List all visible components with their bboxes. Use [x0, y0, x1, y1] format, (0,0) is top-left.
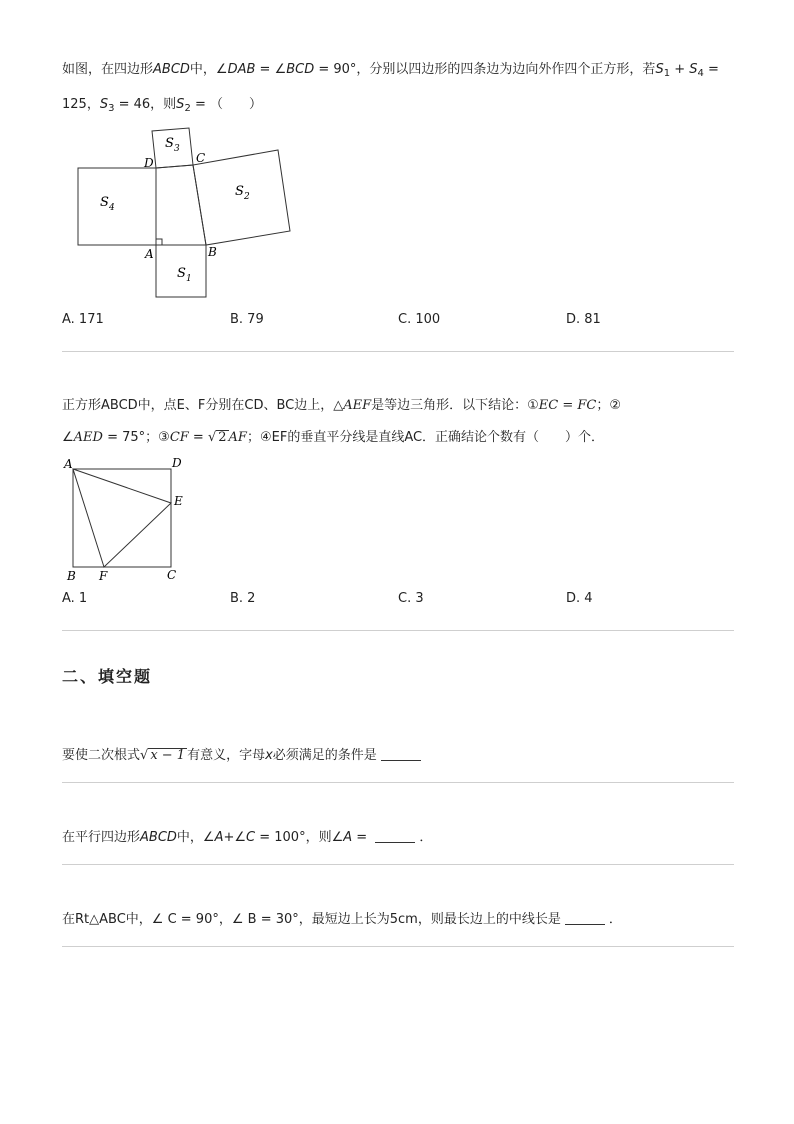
q5-line	[62, 908, 622, 927]
q3-x: x	[265, 748, 273, 763]
q3-text: 必须满足的条件是	[272, 748, 377, 763]
q1-sub: 3	[108, 103, 115, 114]
q4-text: = 100°，则∠	[255, 830, 344, 845]
label-b: B	[208, 245, 217, 259]
q1-option-d[interactable]: D. 81	[566, 312, 601, 327]
sqrt-sign: √	[140, 748, 149, 763]
label-c: C	[196, 151, 206, 165]
answer-blank[interactable]	[381, 748, 421, 761]
label-s3: S	[165, 136, 174, 151]
divider	[62, 782, 734, 783]
label-s2: S	[235, 184, 244, 199]
q4-text: =	[352, 830, 372, 845]
q3-line	[62, 744, 425, 763]
q2-line2	[62, 426, 604, 445]
label-b: B	[67, 569, 76, 583]
q2-text: ；②	[596, 398, 621, 413]
answer-blank[interactable]	[565, 912, 605, 925]
q1-option-a[interactable]: A. 171	[62, 312, 104, 327]
label-s2-sub: 2	[244, 192, 250, 202]
q4-text: 在平行四边形	[62, 830, 141, 845]
q2-option-c[interactable]: C. 3	[398, 591, 424, 606]
q1-bcd: BCD	[286, 62, 315, 77]
q1-figure	[60, 120, 310, 305]
q1-text: = 46，则	[114, 97, 177, 112]
q4-line	[62, 826, 432, 845]
q1-text: +	[670, 62, 690, 77]
divider	[62, 864, 734, 865]
q4-text: 中，∠	[176, 830, 215, 845]
q3-text: 要使二次根式	[62, 748, 141, 763]
q1-s: S	[99, 97, 109, 112]
q3-text: 有意义，字母	[187, 748, 266, 763]
label-d: D	[172, 456, 182, 470]
q1-s: S	[689, 62, 698, 77]
q1-sub: 1	[663, 68, 671, 79]
label-a: A	[64, 457, 73, 471]
q2-line1	[62, 394, 621, 413]
q2-aed: AED	[73, 430, 103, 445]
divider	[62, 351, 734, 352]
q1-text: =	[703, 62, 719, 77]
label-s1: S	[177, 266, 186, 281]
answer-blank[interactable]	[375, 830, 415, 843]
label-s3-sub: 3	[174, 144, 180, 154]
q1-text: 125，	[62, 97, 100, 112]
q2-aef: AEF	[343, 398, 372, 413]
divider	[62, 630, 734, 631]
q2-ec-fc: EC = FC	[538, 398, 597, 413]
q2-text: 是等边三角形．以下结论：①	[371, 398, 539, 413]
q3-radicand: x − 1	[150, 748, 186, 763]
q2-option-a[interactable]: A. 1	[62, 591, 88, 606]
q2-text: ；④EF的垂直平分线是直线AC．正确结论个数有（ ）个．	[246, 430, 605, 445]
q1-option-b[interactable]: B. 79	[230, 312, 264, 327]
q1-text: = 90°，分别以四边形的四条边为边向外作四个正方形，若	[314, 62, 656, 77]
q1-s: S	[655, 62, 664, 77]
q1-text: = ∠	[255, 62, 287, 77]
q2-cf: CF	[169, 430, 189, 445]
divider	[62, 946, 734, 947]
q4-abcd: ABCD	[140, 830, 177, 845]
sqrt-sign: √	[207, 430, 217, 445]
q1-dab: DAB	[227, 62, 256, 77]
q1-abcd: ABCD	[153, 62, 190, 77]
q2-af: AF	[228, 430, 247, 445]
q2-text: ∠	[62, 430, 74, 445]
label-e: E	[174, 494, 183, 508]
label-s1-sub: 1	[186, 274, 192, 284]
q4-a: A	[343, 830, 353, 845]
q1-sub: 4	[697, 68, 704, 79]
q1-sub: 2	[184, 103, 191, 114]
label-a: A	[145, 247, 154, 261]
q1-option-c[interactable]: C. 100	[398, 312, 441, 327]
right-angle-mark	[156, 239, 162, 245]
q2-option-b[interactable]: B. 2	[230, 591, 256, 606]
q4-text: ．	[419, 830, 433, 845]
q5-text: 在Rt△ABC中，∠ C = 90°，∠ B = 30°，最短边上长为5cm，则最长边上的中线长是	[62, 912, 561, 927]
q1-line1	[62, 58, 719, 79]
q2-triangle-symbol: △	[333, 398, 344, 413]
q2-text: 正方形ABCD中，点E、F分别在CD、BC边上，	[62, 398, 334, 413]
label-s4-sub: 4	[109, 203, 115, 213]
q2-figure	[60, 455, 195, 585]
q1-line2	[62, 93, 262, 114]
label-d: D	[144, 156, 154, 170]
square-s4	[78, 168, 156, 245]
q4-text: +∠	[223, 830, 247, 845]
q2-text: = 75°；③	[102, 430, 170, 445]
q2-text: =	[188, 430, 208, 445]
q1-text: = （ ）	[190, 97, 262, 112]
label-c: C	[167, 568, 177, 582]
label-f: F	[99, 569, 108, 583]
q2-option-d[interactable]: D. 4	[566, 591, 593, 606]
q4-c: C	[246, 830, 256, 845]
square-abcd	[73, 469, 171, 567]
label-s4: S	[100, 195, 109, 210]
q4-a: A	[214, 830, 224, 845]
q1-s: S	[176, 97, 185, 112]
q2-sqrt2: 2	[218, 430, 227, 445]
q1-text: 如图，在四边形	[62, 62, 154, 77]
triangle-aef	[73, 469, 171, 567]
quadrilateral-abcd	[156, 165, 206, 245]
q5-text: ．	[608, 912, 622, 927]
section-title: 二、填空题	[62, 667, 153, 686]
q1-text: 中，∠	[189, 62, 228, 77]
